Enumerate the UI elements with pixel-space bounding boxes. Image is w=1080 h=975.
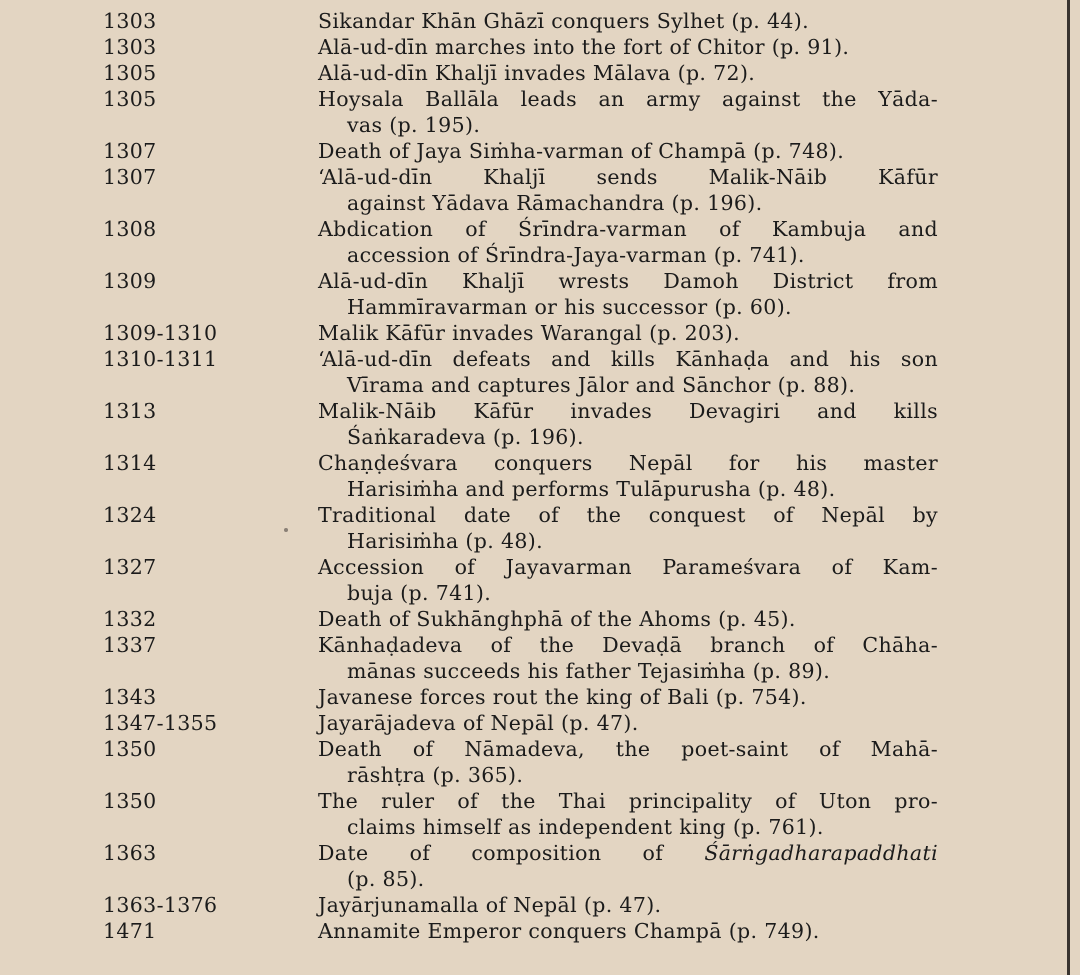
chronology-entry (0, 320, 1060, 346)
event-text: Alā-ud-dīn Khaljī invades Mālava (p. 72). (318, 61, 756, 85)
event-text-continuation: claims himself as independent king (p. 761). (347, 815, 824, 839)
entry-year: 1303 (103, 9, 157, 33)
chronology-entry (0, 736, 1060, 788)
entry-event (318, 502, 938, 554)
entry-event (318, 8, 938, 34)
work-title: Śārṅgadharapaddhati (704, 841, 938, 865)
entry-year: 1303 (103, 35, 157, 59)
event-text-continuation: vas (p. 195). (347, 113, 481, 137)
entry-year: 1327 (103, 555, 157, 579)
event-text: Hoysala Ballāla leads an army against the Yāda- (318, 87, 938, 111)
event-text: Date of composition of Śārṅgadharapaddhati (318, 841, 938, 865)
entry-year: 1309-1310 (103, 321, 218, 345)
event-text: Malik Kāfūr invades Warangal (p. 203). (318, 321, 741, 345)
event-text: Javanese forces rout the king of Bali (p. 754). (318, 685, 807, 709)
chronology-entry (0, 788, 1060, 840)
entry-event (318, 60, 938, 86)
entry-year: 1350 (103, 789, 157, 813)
entry-event (318, 710, 938, 736)
entry-year: 1347-1355 (103, 711, 218, 735)
event-text-continuation: mānas succeeds his father Tejasiṁha (p. 89). (347, 659, 831, 683)
event-text: Chaṇḍeśvara conquers Nepāl for his master (318, 451, 938, 475)
event-text: Accession of Jayavarman Parameśvara of Kam- (318, 555, 938, 579)
event-text-continuation: rāshṭra (p. 365). (347, 763, 524, 787)
entry-event (318, 736, 938, 788)
event-text: Sikandar Khān Ghāzī conquers Sylhet (p. 44). (318, 9, 809, 33)
event-text: ‘Alā-ud-dīn Khaljī sends Malik-Nāib Kāfūr (318, 165, 938, 189)
event-text: Alā-ud-dīn Khaljī wrests Damoh District from (318, 269, 938, 293)
entry-year: 1350 (103, 737, 157, 761)
chronology-entry (0, 606, 1060, 632)
entry-year: 1314 (103, 451, 157, 475)
event-text-continuation: accession of Śrīndra-Jaya-varman (p. 741). (347, 243, 805, 267)
entry-year: 1305 (103, 61, 157, 85)
event-text-continuation: Harisiṁha (p. 48). (347, 529, 543, 553)
entry-event (318, 892, 938, 918)
chronology-entry (0, 684, 1060, 710)
entry-year: 1324 (103, 503, 157, 527)
chronology-entry (0, 892, 1060, 918)
chronology-entry (0, 710, 1060, 736)
entry-year: 1307 (103, 165, 157, 189)
chronology-entry (0, 450, 1060, 502)
entry-event (318, 632, 938, 684)
entry-year: 1332 (103, 607, 157, 631)
chronology-entry (0, 502, 1060, 554)
event-text: Malik-Nāib Kāfūr invades Devagiri and kills (318, 399, 938, 423)
chronology-entry (0, 60, 1060, 86)
event-text-continuation: Hammīravarman or his successor (p. 60). (347, 295, 792, 319)
chronology-entry (0, 554, 1060, 606)
event-text-continuation: Vīrama and captures Jālor and Sānchor (p. 88). (347, 373, 856, 397)
event-text: Jayarājadeva of Nepāl (p. 47). (318, 711, 639, 735)
entry-year: 1305 (103, 87, 157, 111)
event-text: Alā-ud-dīn marches into the fort of Chitor (p. 91). (318, 35, 850, 59)
entry-year: 1337 (103, 633, 157, 657)
event-text: Death of Nāmadeva, the poet-saint of Mahā- (318, 737, 938, 761)
event-text: Annamite Emperor conquers Champā (p. 749). (318, 919, 820, 943)
entry-event (318, 398, 938, 450)
chronology-entry (0, 216, 1060, 268)
chronology-entry (0, 8, 1060, 34)
entry-event (318, 554, 938, 606)
chronology-entry (0, 346, 1060, 398)
entry-year: 1309 (103, 269, 157, 293)
event-text: Jayārjunamalla of Nepāl (p. 47). (318, 893, 662, 917)
event-text: Death of Sukhānghphā of the Ahoms (p. 45). (318, 607, 796, 631)
entry-event (318, 216, 938, 268)
chronology-entry (0, 86, 1060, 138)
event-text: Abdication of Śrīndra-varman of Kambuja and (318, 217, 938, 241)
entry-event (318, 34, 938, 60)
event-text: Kānhaḍadeva of the Devaḍā branch of Chāha- (318, 633, 938, 657)
entry-year: 1343 (103, 685, 157, 709)
entry-event (318, 450, 938, 502)
entry-event (318, 138, 938, 164)
entry-event (318, 684, 938, 710)
entry-year: 1308 (103, 217, 157, 241)
chronology-entry (0, 840, 1060, 892)
event-text: ‘Alā-ud-dīn defeats and kills Kānhaḍa and his son (318, 347, 938, 371)
entry-event (318, 268, 938, 320)
entry-event (318, 86, 938, 138)
entry-event (318, 164, 938, 216)
entry-event (318, 840, 938, 892)
entry-event (318, 606, 938, 632)
entry-event (318, 918, 938, 944)
chronology-entry (0, 398, 1060, 450)
chronology-entry (0, 138, 1060, 164)
entry-year: 1363-1376 (103, 893, 218, 917)
chronology-entry (0, 34, 1060, 60)
entry-year: 1307 (103, 139, 157, 163)
event-text: The ruler of the Thai principality of Uton pro- (318, 789, 938, 813)
entry-year: 1313 (103, 399, 157, 423)
entry-event (318, 788, 938, 840)
event-text-continuation: against Yādava Rāmachandra (p. 196). (347, 191, 763, 215)
entry-year: 1363 (103, 841, 157, 865)
entry-year: 1471 (103, 919, 157, 943)
event-text-continuation: Harisiṁha and performs Tulāpurusha (p. 48). (347, 477, 836, 501)
event-text: Traditional date of the conquest of Nepāl by (318, 503, 938, 527)
event-text-continuation: buja (p. 741). (347, 581, 492, 605)
page-edge-rule (1067, 0, 1070, 975)
chronology-list (0, 8, 1060, 944)
entry-year: 1310-1311 (103, 347, 218, 371)
chronology-entry (0, 268, 1060, 320)
entry-event (318, 346, 938, 398)
event-text-continuation: Śaṅkaradeva (p. 196). (347, 425, 584, 449)
chronology-entry (0, 164, 1060, 216)
chronology-entry (0, 632, 1060, 684)
event-text: Death of Jaya Siṁha-varman of Champā (p. 748). (318, 139, 845, 163)
entry-event (318, 320, 938, 346)
event-text-continuation: (p. 85). (347, 867, 425, 891)
chronology-entry (0, 918, 1060, 944)
